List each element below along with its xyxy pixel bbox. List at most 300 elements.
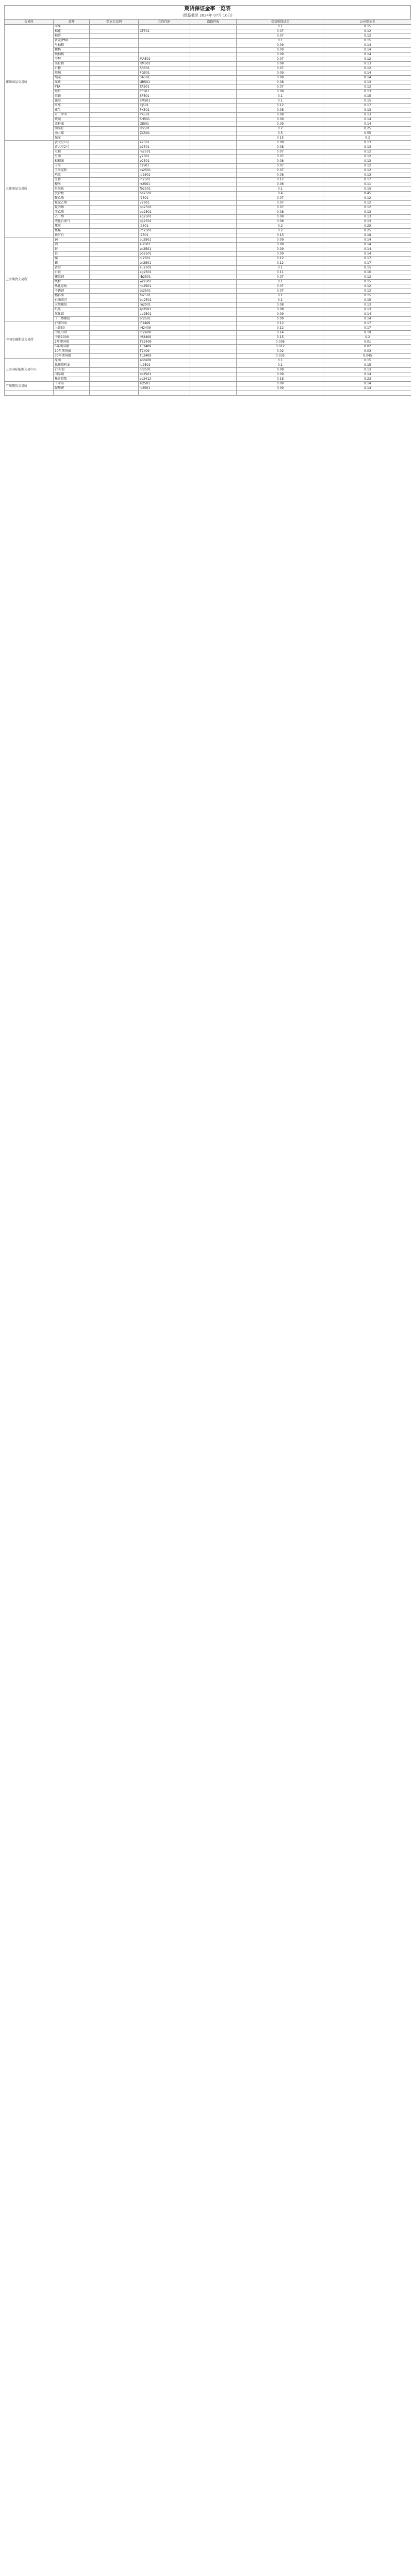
limit-cell [190, 219, 237, 224]
product-cell: 玉米 [54, 164, 90, 168]
table-row [5, 71, 411, 76]
company-margin-cell: 0.14 [324, 76, 411, 80]
ratio-cell [90, 25, 139, 29]
company-margin-cell: 0.19 [324, 331, 411, 335]
product-cell: 原油 [54, 359, 90, 363]
product-cell: 白糖 [54, 66, 90, 71]
contract-cell: v2501 [139, 201, 190, 206]
limit-cell [190, 85, 237, 90]
product-cell: 棉花 [54, 29, 90, 34]
contract-cell: IC2409 [139, 331, 190, 335]
product-cell: 红枣 [54, 104, 90, 108]
company-margin-cell: 0.13 [324, 308, 411, 312]
company-margin-cell: 0.15 [324, 298, 411, 303]
ratio-cell [90, 150, 139, 155]
contract-cell: pg2501 [139, 219, 190, 224]
contract-cell: eb2501 [139, 210, 190, 215]
product-cell: 中证500 [54, 331, 90, 335]
exchange-margin-cell: 0.07 [237, 164, 324, 168]
limit-cell [190, 34, 237, 39]
product-cell: 天然橡胶 [54, 303, 90, 308]
blank-cell [5, 391, 54, 396]
company-margin-cell: 0.14 [324, 312, 411, 317]
table-row [5, 80, 411, 85]
ratio-cell [90, 206, 139, 210]
ratio-cell [90, 34, 139, 39]
ratio-cell [90, 113, 139, 117]
table-row [5, 131, 411, 136]
table-row [5, 317, 411, 321]
ratio-cell [90, 331, 139, 335]
ratio-cell [90, 368, 139, 372]
exchange-margin-cell: 0.08 [237, 303, 324, 308]
exchange-margin-cell: 0.1 [237, 187, 324, 192]
table-row [5, 29, 411, 34]
exchange-margin-cell: 0.09 [237, 71, 324, 76]
table-row [5, 182, 411, 187]
exchange-margin-cell: 0.08 [237, 80, 324, 85]
contract-cell: RM501 [139, 62, 190, 66]
contract-cell: br2501 [139, 317, 190, 321]
col-header-product: 品种 [54, 20, 90, 25]
company-margin-cell: 0.12 [324, 57, 411, 62]
table-row [5, 196, 411, 201]
exchange-margin-cell: 0.1 [237, 359, 324, 363]
table-row [5, 210, 411, 215]
exchange-margin-cell: 0.18 [237, 377, 324, 382]
contract-cell: l2501 [139, 196, 190, 201]
company-margin-cell: 0.25 [324, 224, 411, 229]
exchange-cell: 上海期货交易所 [5, 238, 54, 321]
company-margin-cell: 0.14 [324, 238, 411, 243]
product-cell: 铅 [54, 252, 90, 257]
product-cell: 豆油 [54, 155, 90, 159]
company-margin-cell: 0.25 [324, 127, 411, 131]
ratio-cell [90, 43, 139, 48]
company-margin-cell: 0.14 [324, 122, 411, 127]
exchange-margin-cell: 0.1 [237, 298, 324, 303]
exchange-margin-cell: 0.09 [237, 117, 324, 122]
limit-cell [190, 229, 237, 233]
exchange-margin-cell: 0.07 [237, 155, 324, 159]
ratio-cell [90, 349, 139, 354]
exchange-margin-cell: 0.1 [237, 363, 324, 368]
limit-cell [190, 62, 237, 66]
table-row [5, 43, 411, 48]
product-cell: 乙二醇 [54, 215, 90, 219]
table-row [5, 25, 411, 29]
exchange-cell: 郑州商品交易所 [5, 25, 54, 141]
table-row [5, 53, 411, 57]
limit-cell [190, 99, 237, 104]
contract-cell: RS501 [139, 127, 190, 131]
table-row [5, 113, 411, 117]
ratio-cell [90, 196, 139, 201]
company-margin-cell: 0.2 [324, 136, 411, 141]
contract-cell: al2501 [139, 243, 190, 247]
exchange-margin-cell: 0.06 [237, 182, 324, 187]
table-row [5, 326, 411, 331]
limit-cell [190, 294, 237, 298]
limit-cell [190, 280, 237, 284]
company-margin-cell: 0.11 [324, 182, 411, 187]
product-cell: 铁矿石 [54, 233, 90, 238]
company-margin-cell: 0.045 [324, 354, 411, 359]
exchange-margin-cell: 0.09 [237, 382, 324, 386]
contract-cell: b2501 [139, 145, 190, 150]
company-margin-cell: 0.02 [324, 345, 411, 349]
exchange-margin-cell: 0.08 [237, 108, 324, 113]
contract-cell: SR501 [139, 66, 190, 71]
ratio-cell [90, 155, 139, 159]
product-cell: 纤维板 [54, 187, 90, 192]
exchange-margin-cell: 0.2 [237, 224, 324, 229]
table-row [5, 229, 411, 233]
company-margin-cell: 0.15 [324, 294, 411, 298]
ratio-cell [90, 127, 139, 131]
table-row [5, 62, 411, 66]
company-margin-cell: 0.17 [324, 326, 411, 331]
exchange-margin-cell: 0.07 [237, 201, 324, 206]
company-margin-cell: 0.13 [324, 219, 411, 224]
ratio-cell [90, 229, 139, 233]
limit-cell [190, 206, 237, 210]
contract-cell: MA501 [139, 57, 190, 62]
product-cell: 玉米淀粉 [54, 168, 90, 173]
exchange-margin-cell: 0.1 [237, 294, 324, 298]
table-row [5, 257, 411, 261]
product-cell: 苯乙烯 [54, 210, 90, 215]
limit-cell [190, 215, 237, 219]
exchange-margin-cell: 0.07 [237, 196, 324, 201]
table-row [5, 321, 411, 326]
exchange-margin-cell: 0.1 [237, 25, 324, 29]
exchange-margin-cell: 0.08 [237, 159, 324, 164]
product-cell: 玻璃 [54, 71, 90, 76]
company-margin-cell: 0.14 [324, 252, 411, 257]
product-cell: 普麦(PM) [54, 39, 90, 43]
ratio-cell [90, 266, 139, 270]
table-row [5, 252, 411, 257]
contract-cell [139, 48, 190, 53]
company-margin-cell: 0.13 [324, 90, 411, 94]
contract-cell [139, 25, 190, 29]
limit-cell [190, 243, 237, 247]
table-row [5, 85, 411, 90]
ratio-cell [90, 164, 139, 168]
product-cell: 纯碱 [54, 76, 90, 80]
product-cell: 低硫燃料油 [54, 363, 90, 368]
company-margin-cell: 0.17 [324, 178, 411, 182]
ratio-cell [90, 178, 139, 182]
ratio-cell [90, 252, 139, 257]
exchange-margin-cell: 0.12 [237, 261, 324, 266]
product-cell: 螺纹钢 [54, 275, 90, 280]
exchange-margin-cell: 0.4 [237, 192, 324, 196]
exchange-margin-cell: 0.07 [237, 150, 324, 155]
product-cell: 20号胶 [54, 368, 90, 372]
product-cell: 中证1000 [54, 335, 90, 340]
limit-cell [190, 122, 237, 127]
table-row [5, 173, 411, 178]
contract-cell: pb2501 [139, 252, 190, 257]
table-row [5, 104, 411, 108]
ratio-cell [90, 168, 139, 173]
limit-cell [190, 136, 237, 141]
company-margin-cell: 0.12 [324, 201, 411, 206]
exchange-margin-cell: 0.08 [237, 113, 324, 117]
limit-cell [190, 94, 237, 99]
exchange-margin-cell: 0.11 [237, 270, 324, 275]
contract-cell [139, 39, 190, 43]
exchange-cell: 中国金融期货交易所 [5, 321, 54, 359]
limit-cell [190, 168, 237, 173]
product-cell: 动力煤 [54, 131, 90, 136]
table-row [5, 275, 411, 280]
limit-cell [190, 127, 237, 131]
company-margin-cell: 0.23 [324, 377, 411, 382]
exchange-margin-cell: 0.08 [237, 215, 324, 219]
product-cell: 早籼稻 [54, 43, 90, 48]
table-row [5, 48, 411, 53]
exchange-margin-cell: 0.07 [237, 57, 324, 62]
company-margin-cell: 0.14 [324, 317, 411, 321]
product-cell: 黄金 [54, 266, 90, 270]
margin-sheet [4, 5, 411, 2576]
exchange-margin-cell: 0.1 [237, 99, 324, 104]
company-margin-cell: 0.12 [324, 155, 411, 159]
ratio-cell [90, 122, 139, 127]
exchange-margin-cell: 0.15 [237, 335, 324, 340]
exchange-margin-cell: 0.08 [237, 308, 324, 312]
company-margin-cell: 0.13 [324, 108, 411, 113]
product-cell: 棉纱 [54, 34, 90, 39]
product-cell: 线材 [54, 280, 90, 284]
product-cell: 胶合板 [54, 192, 90, 196]
table-row [5, 39, 411, 43]
limit-cell [190, 233, 237, 238]
limit-cell [190, 349, 237, 354]
contract-cell: jd2501 [139, 173, 190, 178]
limit-cell [190, 43, 237, 48]
ratio-cell [90, 159, 139, 164]
company-margin-cell: 0.16 [324, 270, 411, 275]
company-margin-cell: 0.17 [324, 261, 411, 266]
ratio-cell [90, 243, 139, 247]
limit-cell [190, 71, 237, 76]
limit-cell [190, 155, 237, 159]
table-row [5, 215, 411, 219]
limit-cell [190, 196, 237, 201]
ratio-cell [90, 233, 139, 238]
exchange-margin-cell: 0.09 [237, 48, 324, 53]
exchange-margin-cell: 0.07 [237, 85, 324, 90]
limit-cell [190, 252, 237, 257]
table-row [5, 377, 411, 382]
header-row [5, 20, 411, 25]
ratio-cell [90, 261, 139, 266]
exchange-margin-cell: 0.09 [237, 247, 324, 252]
table-row [5, 187, 411, 192]
product-cell: 上证50 [54, 326, 90, 331]
exchange-cell: 大连商品交易所 [5, 141, 54, 238]
table-row [5, 238, 411, 243]
exchange-margin-cell: 0.1 [237, 266, 324, 270]
limit-cell [190, 145, 237, 150]
limit-cell [190, 354, 237, 359]
product-cell: 菜籽油 [54, 122, 90, 127]
company-margin-cell: 0.12 [324, 289, 411, 294]
limit-cell [190, 182, 237, 187]
contract-cell: CJ501 [139, 104, 190, 108]
company-margin-cell: 0.13 [324, 173, 411, 178]
exchange-cell: 广州期货交易所 [5, 382, 54, 391]
limit-cell [190, 266, 237, 270]
company-margin-cell: 0.12 [324, 275, 411, 280]
limit-cell [190, 340, 237, 345]
company-margin-cell: 0.13 [324, 368, 411, 372]
limit-cell [190, 131, 237, 136]
limit-cell [190, 66, 237, 71]
ratio-cell [90, 238, 139, 243]
exchange-margin-cell: 0.08 [237, 145, 324, 150]
exchange-margin-cell: 0.07 [237, 206, 324, 210]
table-row [5, 164, 411, 168]
contract-cell: TL2409 [139, 354, 190, 359]
ratio-cell [90, 192, 139, 196]
limit-cell [190, 159, 237, 164]
ratio-cell [90, 173, 139, 178]
ratio-cell [90, 270, 139, 275]
page-subtitle: (数据截至 2024年 07月 10日) [182, 13, 233, 18]
limit-cell [190, 39, 237, 43]
exchange-margin-cell: 0.5 [237, 131, 324, 136]
contract-cell: bc2501 [139, 372, 190, 377]
limit-cell [190, 57, 237, 62]
product-cell: 镍 [54, 257, 90, 261]
contract-cell: OI501 [139, 122, 190, 127]
contract-cell: sp2501 [139, 308, 190, 312]
product-cell: 烧碱 [54, 117, 90, 122]
company-margin-cell: 0.12 [324, 196, 411, 201]
ratio-cell [90, 182, 139, 187]
table-row [5, 66, 411, 71]
product-cell: 工业硅 [54, 382, 90, 386]
col-header-exchange: 交易所 [5, 20, 54, 25]
contract-cell: bb2501 [139, 192, 190, 196]
contract-cell: wr2501 [139, 280, 190, 284]
limit-cell [190, 372, 237, 377]
product-cell: 短纤 [54, 90, 90, 94]
table-row [5, 345, 411, 349]
exchange-margin-cell: 0.07 [237, 168, 324, 173]
table-row [5, 233, 411, 238]
table-row [5, 219, 411, 224]
blank-cell [237, 391, 324, 396]
exchange-margin-cell: 0.07 [237, 289, 324, 294]
ratio-cell [90, 224, 139, 229]
ratio-cell [90, 326, 139, 331]
table-row [5, 294, 411, 298]
table-row [5, 284, 411, 289]
ratio-cell [90, 289, 139, 294]
company-margin-cell: 0.55 [324, 131, 411, 136]
contract-cell: ag2501 [139, 270, 190, 275]
company-margin-cell: 0.14 [324, 48, 411, 53]
limit-cell [190, 312, 237, 317]
contract-cell: si2501 [139, 382, 190, 386]
contract-cell: pp2501 [139, 206, 190, 210]
limit-cell [190, 80, 237, 85]
contract-cell: IM2409 [139, 335, 190, 340]
ratio-cell [90, 29, 139, 34]
company-margin-cell: 0.13 [324, 215, 411, 219]
company-margin-cell: 0.15 [324, 187, 411, 192]
ratio-cell [90, 104, 139, 108]
table-row [5, 298, 411, 303]
limit-cell [190, 368, 237, 372]
limit-cell [190, 104, 237, 108]
ratio-cell [90, 71, 139, 76]
company-margin-cell: 0.13 [324, 303, 411, 308]
company-margin-cell: 0.15 [324, 363, 411, 368]
company-margin-cell: 0.12 [324, 29, 411, 34]
ratio-cell [90, 131, 139, 136]
product-cell: 聚氯乙烯 [54, 201, 90, 206]
limit-cell [190, 29, 237, 34]
product-cell: 锰硅 [54, 99, 90, 104]
exchange-margin-cell: 0.08 [237, 219, 324, 224]
table-row [5, 308, 411, 312]
company-margin-cell: 0.14 [324, 71, 411, 76]
table-row [5, 386, 411, 391]
ratio-cell [90, 187, 139, 192]
contract-cell: eg2501 [139, 215, 190, 219]
exchange-margin-cell: 0.2 [237, 127, 324, 131]
table-row [5, 127, 411, 131]
ratio-cell [90, 94, 139, 99]
ratio-cell [90, 66, 139, 71]
limit-cell [190, 345, 237, 349]
limit-cell [190, 247, 237, 252]
product-cell: 聚丙烯 [54, 206, 90, 210]
table-row [5, 57, 411, 62]
limit-cell [190, 224, 237, 229]
contract-cell: ec2412 [139, 377, 190, 382]
table-row [5, 206, 411, 210]
exchange-margin-cell: 0.1 [237, 39, 324, 43]
table-row [5, 243, 411, 247]
blank-cell [324, 391, 411, 396]
exchange-margin-cell: 0.1 [237, 94, 324, 99]
ratio-cell [90, 76, 139, 80]
contract-cell: sc2409 [139, 359, 190, 363]
limit-cell [190, 192, 237, 196]
contract-cell: y2501 [139, 155, 190, 159]
exchange-margin-cell: 0.09 [237, 43, 324, 48]
limit-cell [190, 53, 237, 57]
contract-cell: CF501 [139, 29, 190, 34]
ratio-cell [90, 117, 139, 122]
product-cell: 碳酸锂 [54, 386, 90, 391]
exchange-margin-cell: 0.08 [237, 368, 324, 372]
limit-cell [190, 275, 237, 280]
margin-table [4, 19, 411, 396]
exchange-margin-cell: 0.09 [237, 122, 324, 127]
table-row [5, 312, 411, 317]
contract-cell: UR501 [139, 80, 190, 85]
table-row [5, 168, 411, 173]
